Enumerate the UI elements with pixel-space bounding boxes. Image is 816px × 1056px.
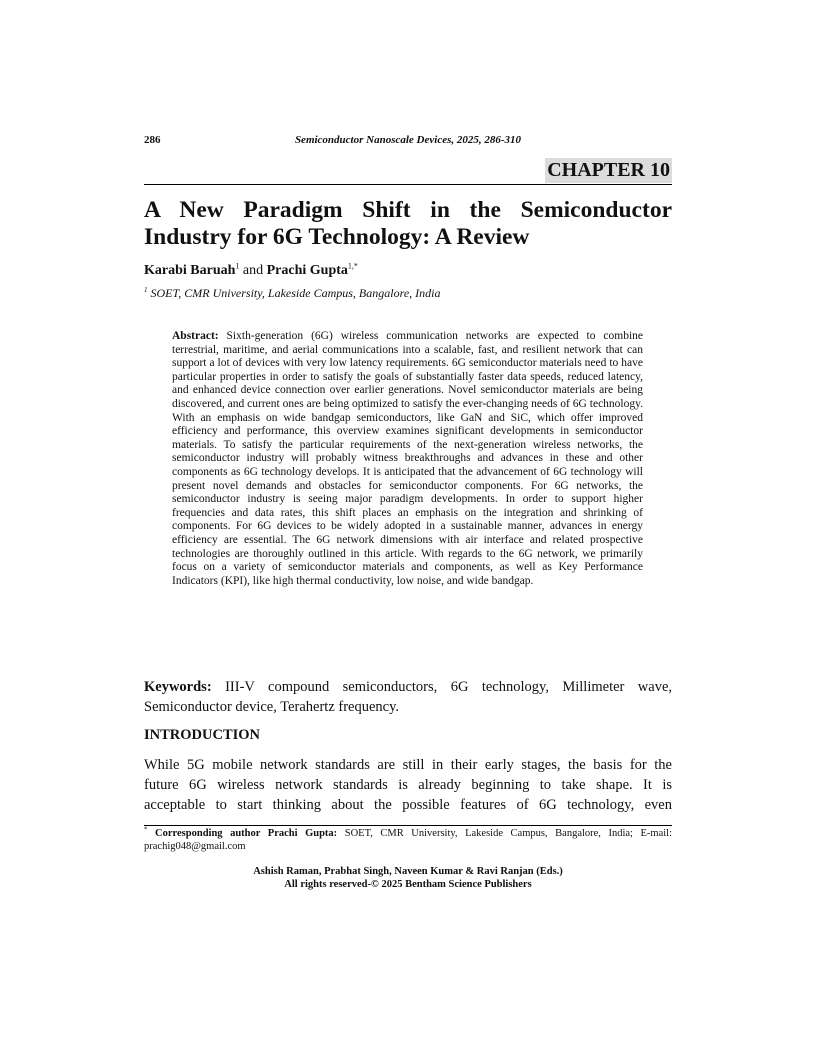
text-line: While 5G mobile network standards are still in their early stages, the basis for the	[144, 757, 672, 773]
footnote	[144, 825, 673, 853]
affiliation-text: SOET, CMR University, Lakeside Campus, Bangalore, India	[147, 286, 441, 300]
editors-line: Ashish Raman, Prabhat Singh, Naveen Kumar & Ravi Ranjan (Eds.)	[253, 866, 563, 877]
keywords-text: III-V compound semiconductors, 6G technology, Millimeter wave, Semiconductor device, Terahertz frequency.	[144, 679, 672, 715]
affiliation-marker: 1	[144, 286, 148, 294]
author-affiliation-marker: 1,*	[347, 261, 358, 271]
paper-title: A New Paradigm Shift in the Semiconductor Industry for 6G Technology: A Review	[144, 197, 672, 250]
footnote-marker: *	[144, 825, 148, 834]
abstract-text: Sixth-generation (6G) wireless communication networks are expected to combine terrestrial, maritime, and aerial communications into a scalable, fast, and resilient network that can support a lot of devices with very low latency requirements. 6G semiconductor materials need to have particular properties in order to satisfy the goals of substantially faster data speeds, reduced latency, and enhanced device connection over earlier generations. Novel semiconductor materials are being discovered, and current ones are being optimized to satisfy the ever-changing needs of 6G technology. With an emphasis on wide bandgap semiconductors, like GaN and SiC, which offer improved efficiency and performance, this overview examines significant developments in semiconductor materials. To satisfy the particular requirements of the next-generation wireless networks, the semiconductor industry will probably witness breakthroughs and advances in these and other components as 6G technology develops. It is anticipated that the advancement of 6G technology will present novel demands and obstacles for semiconductor components. For 6G networks, the semiconductor industry is seeing major paradigm developments. In order to support higher frequencies and data rates, this shift places an emphasis on the integration and shrinking of components. For 6G devices to be widely adopted in a sustainable manner, advances in energy efficiency are essential. The 6G network dimensions with air interface and related prospective technologies are thoroughly outlined in this article. With regards to the 6G network, we primarily focus on a variety of semiconductor materials and components, as well as Key Performance Indicators (KPI), like high thermal conductivity, low noise, and wide bandgap.	[172, 330, 643, 587]
journal-volume-pages: , 2025, 286-310	[451, 134, 522, 146]
journal-title: Semiconductor Nanoscale Devices	[294, 134, 452, 146]
journal-citation	[144, 134, 672, 146]
footnote-label: Corresponding author Prachi Gupta:	[147, 828, 338, 839]
copyright-line: All rights reserved-© 2025 Bentham Science Publishers	[284, 878, 532, 890]
author-affiliation-marker: 1	[235, 261, 240, 271]
page-number: 286	[144, 134, 161, 146]
author-name: Prachi Gupta	[266, 263, 348, 278]
section-heading: INTRODUCTION	[144, 727, 261, 743]
author-connector: and	[239, 263, 267, 278]
keywords	[144, 678, 672, 717]
text-line: acceptable to start thinking about the possible features of 6G technology, even	[144, 797, 672, 814]
footnote-divider	[144, 825, 672, 826]
footnote-text: SOET, CMR University, Lakeside Campus, Bangalore, India; E-mail: prachig048@gmail.com	[144, 828, 673, 852]
introduction-text	[144, 755, 672, 816]
author-list	[144, 263, 358, 279]
chapter-header	[144, 158, 672, 185]
abstract	[172, 330, 643, 588]
keywords-label: Keywords:	[144, 679, 212, 695]
running-head	[144, 134, 672, 150]
affiliation	[144, 286, 440, 301]
author-name: Karabi Baruah	[144, 263, 236, 278]
abstract-label: Abstract:	[172, 330, 219, 342]
chapter-label: CHAPTER 10	[547, 159, 670, 181]
text-line: future 6G wireless network standards is already beginning to take shape. It is	[144, 777, 672, 794]
publisher-info	[144, 866, 672, 891]
